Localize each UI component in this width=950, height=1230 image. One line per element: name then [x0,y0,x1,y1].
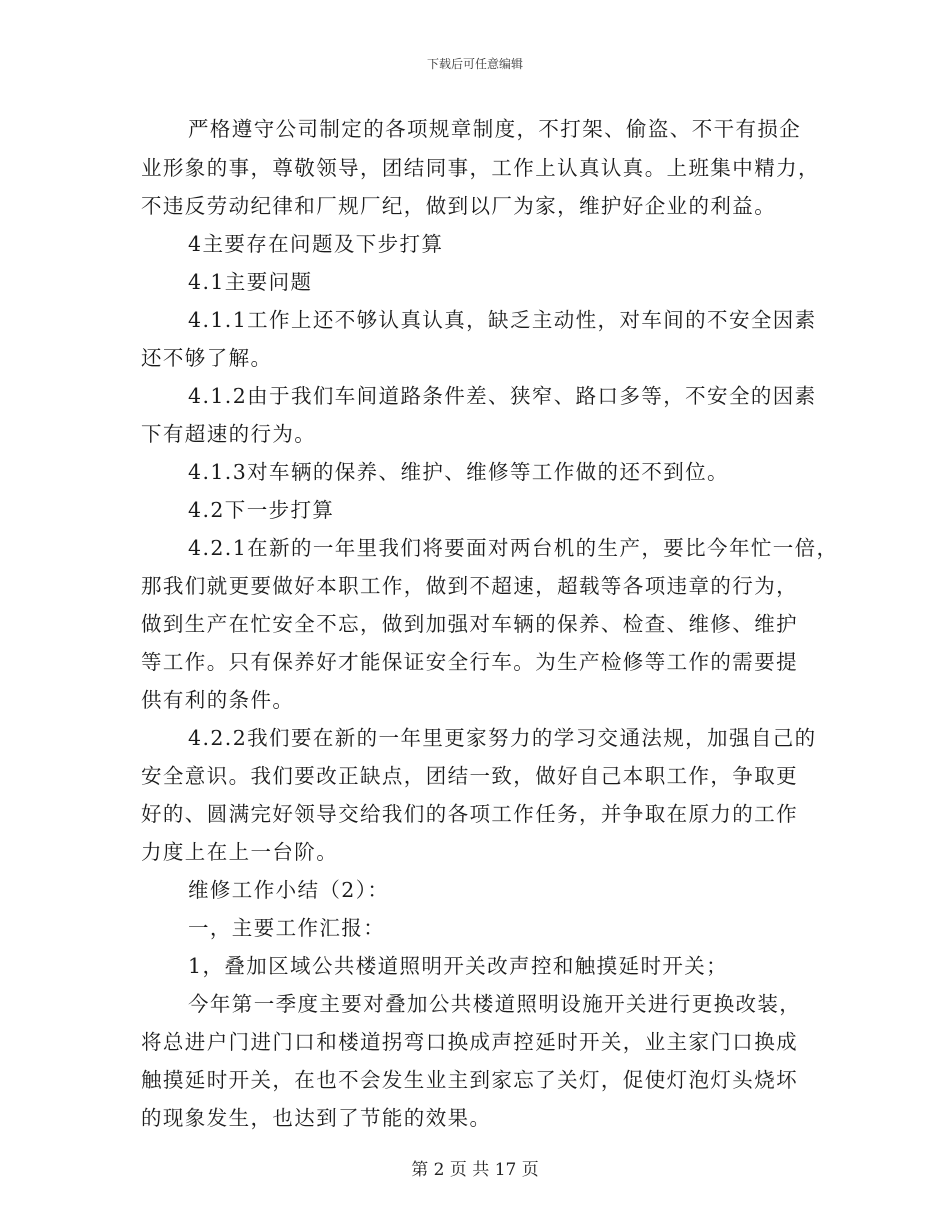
section-heading: 4.2下一步打算 [188,498,335,522]
text-line: 严格遵守公司制定的各项规章制度，不打架、偷盗、不干有损企 [188,117,802,141]
page-footer-number: 第 2 页 共 17 页 [411,1160,539,1180]
text-line: 4.2.1在新的一年里我们将要面对两台机的生产，要比今年忙一倍， [188,536,839,560]
text-line: 等工作。只有保养好才能保证安全行车。为生产检修等工作的需要提 [141,650,798,674]
text-line: 将总进户门进门口和楼道拐弯口换成声控延时开关，业主家门口换成 [141,1030,798,1054]
text-line: 4.1.2由于我们车间道路条件差、狭窄、路口多等，不安全的因素 [188,384,817,408]
text-line: 4.2.2我们要在新的一年里更家努力的学习交通法规，加强自己的 [188,726,817,750]
text-line: 力度上在上一台阶。 [141,840,339,864]
text-line: 的现象发生，也达到了节能的效果。 [141,1106,492,1130]
section-heading: 一，主要工作汇报： [188,916,386,940]
section-heading: 4主要存在问题及下步打算 [188,232,444,256]
text-line: 触摸延时开关，在也不会发生业主到家忘了关灯，促使灯泡灯头烧坏 [141,1068,798,1092]
text-line: 下有超速的行为。 [141,422,317,446]
text-line: 业形象的事，尊敬领导，团结同事，工作上认真认真。上班集中精力， [141,156,820,180]
text-line: 1，叠加区域公共楼道照明开关改声控和触摸延时开关； [188,954,729,978]
text-line: 不违反劳动纪律和厂规厂纪，做到以厂为家，维护好企业的利益。 [141,194,777,218]
text-line: 4.1.3对车辆的保养、维护、维修等工作做的还不到位。 [188,460,729,484]
text-line: 好的、圆满完好领导交给我们的各项工作任务，并争取在原力的工作 [141,802,798,826]
text-line: 今年第一季度主要对叠加公共楼道照明设施开关进行更换改装， [188,992,802,1016]
text-line: 那我们就更要做好本职工作，做到不超速，超载等各项违章的行为， [141,574,798,598]
section-heading: 维修工作小结（2）： [188,878,390,902]
text-line: 4.1.1工作上还不够认真认真，缺乏主动性，对车间的不安全因素 [188,308,817,332]
section-heading: 4.1主要问题 [188,270,313,294]
text-line: 安全意识。我们要改正缺点，团结一致，做好自己本职工作，争取更 [141,764,798,788]
text-line: 还不够了解。 [141,346,273,370]
page-header-note: 下载后可任意编辑 [426,57,523,71]
text-line: 做到生产在忙安全不忘，做到加强对车辆的保养、检查、维修、维护 [141,612,798,636]
text-line: 供有利的条件。 [141,688,295,712]
